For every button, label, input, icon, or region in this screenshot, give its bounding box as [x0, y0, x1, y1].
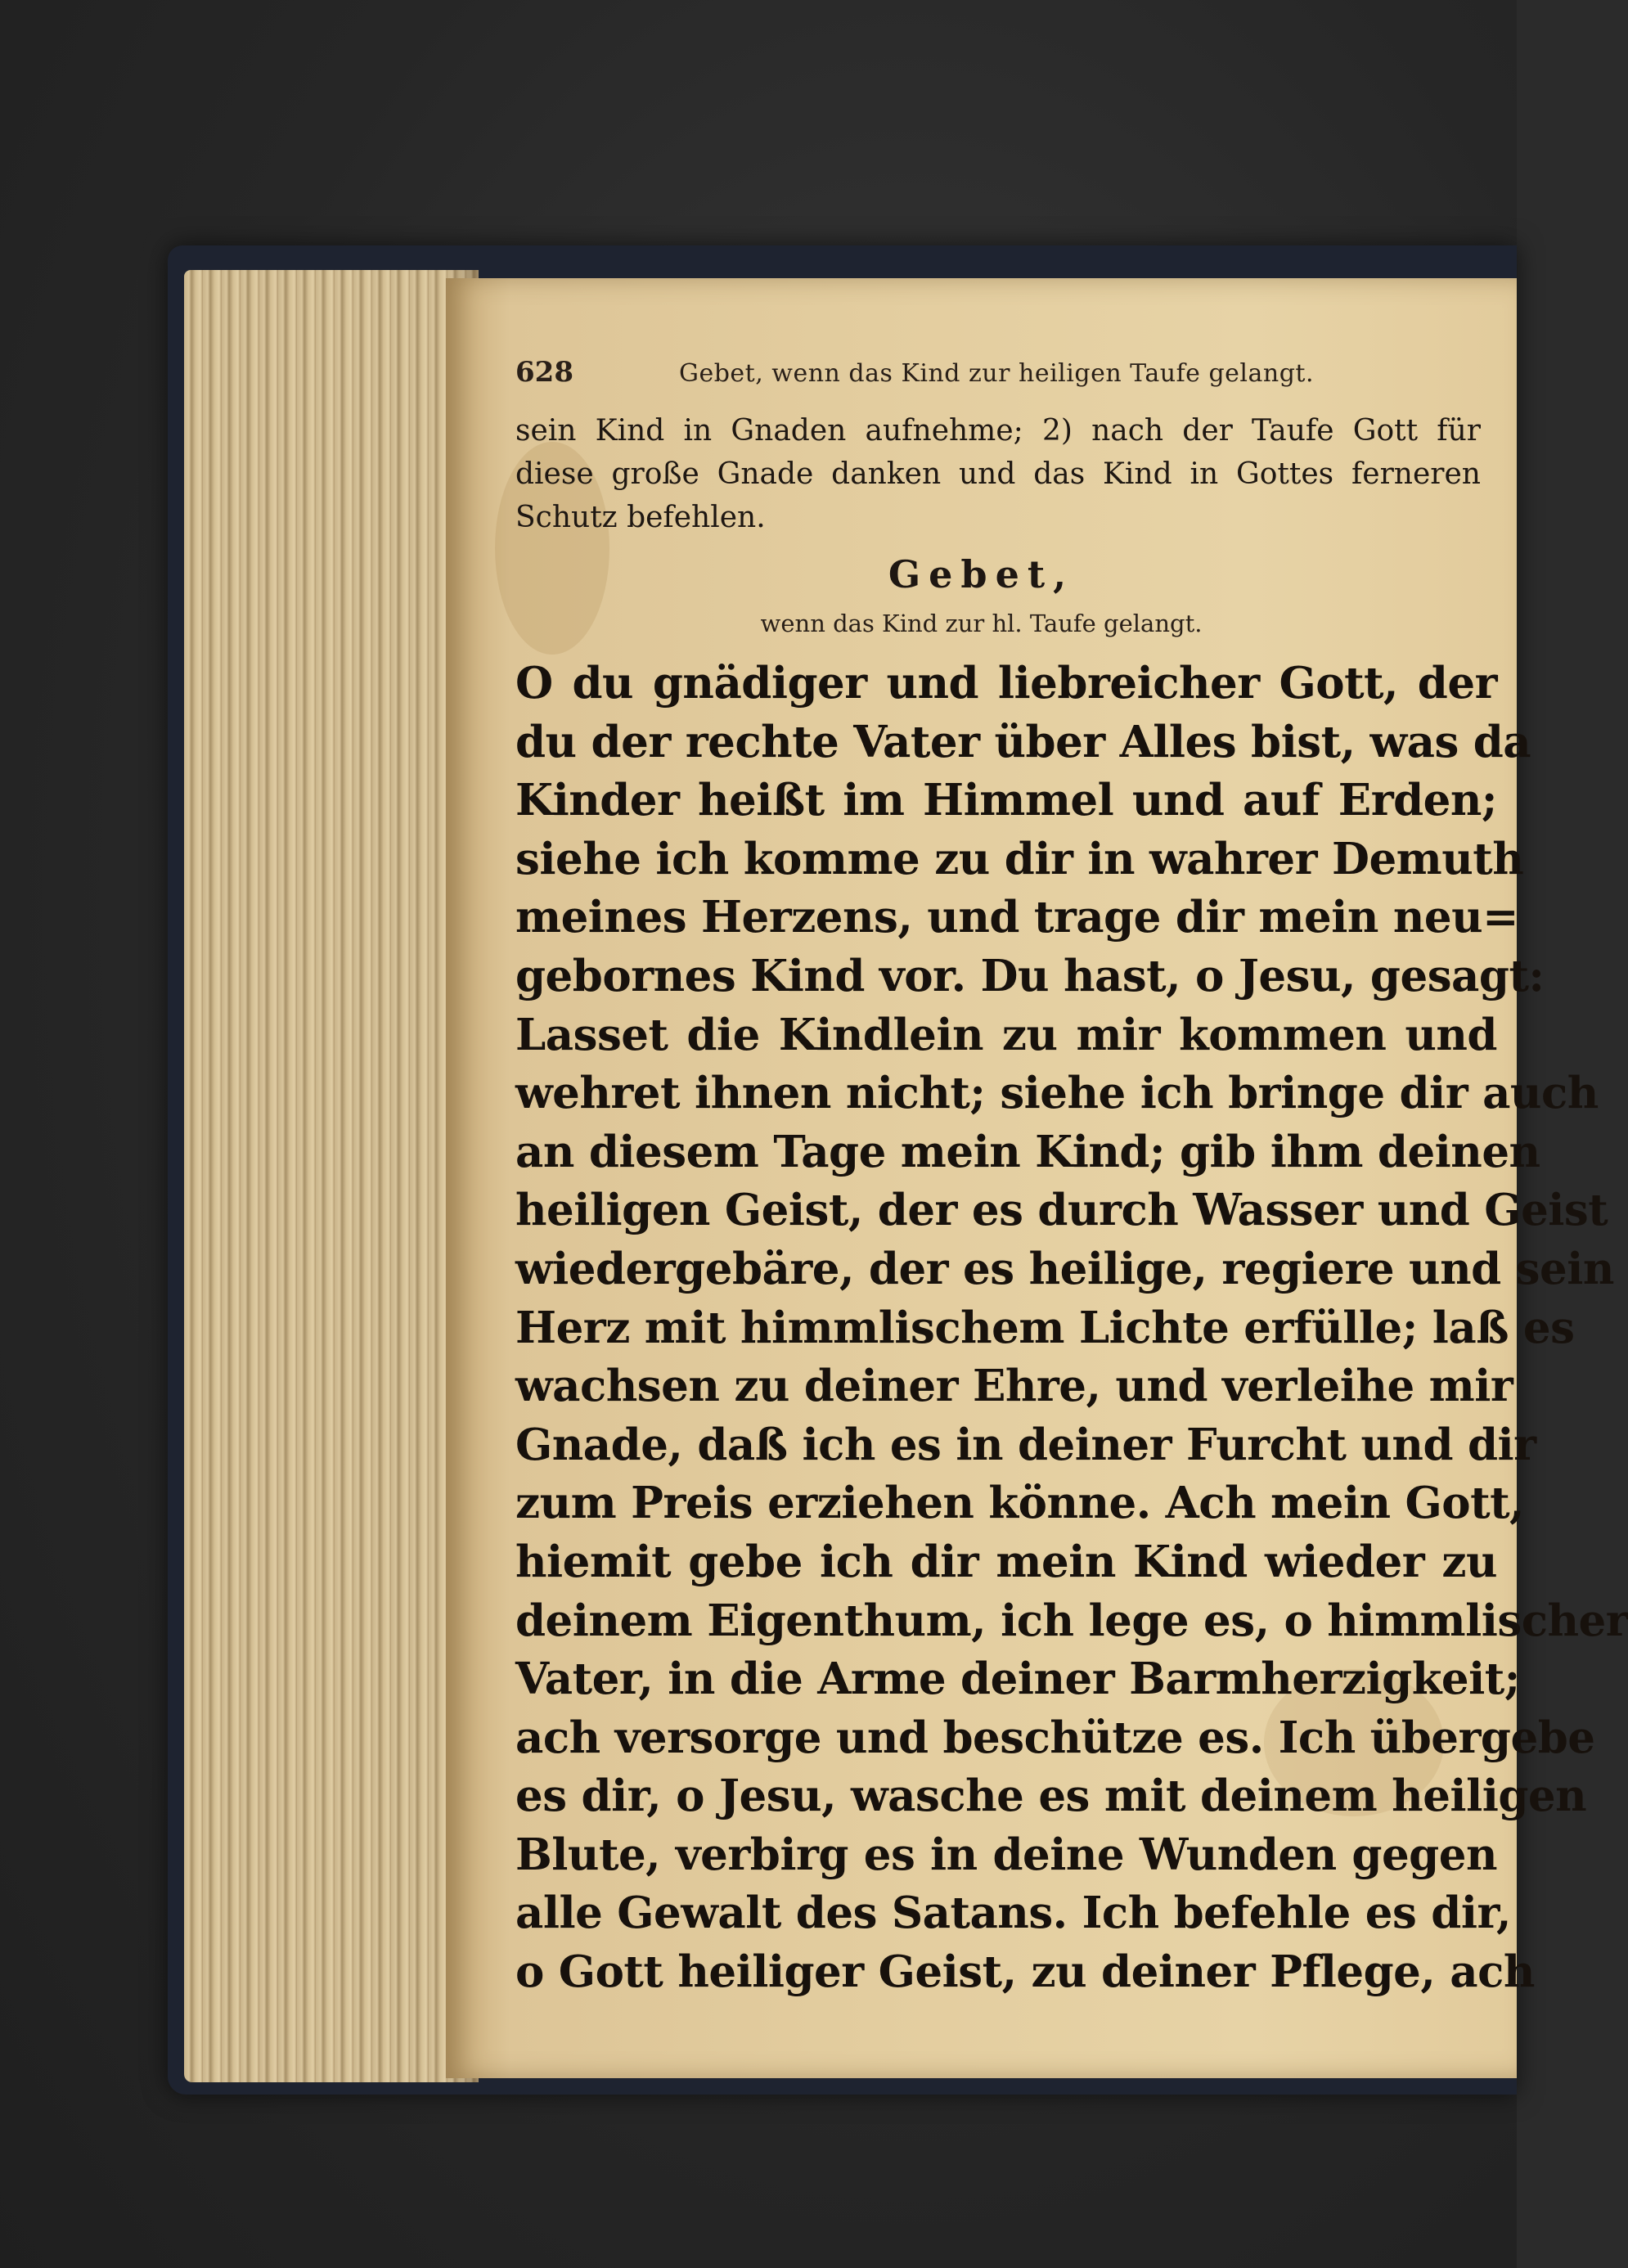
body-line: zum Preis erziehen könne. Ach mein Gott,	[515, 1478, 1525, 1529]
body-line: hiemit gebe ich dir mein Kind wieder zu	[515, 1536, 1497, 1587]
body-line: gebornes Kind vor. Du hast, o Jesu, gesagt:	[515, 950, 1545, 1001]
body-line: Gnade, daß ich es in deiner Furcht und dir	[515, 1419, 1536, 1470]
prayer-body	[515, 655, 1628, 2002]
body-line: alle Gewalt des Satans. Ich befehle es dir,	[515, 1888, 1511, 1939]
body-line: Herz mit himmlischem Lichte erfülle; laß es	[515, 1302, 1575, 1353]
body-line: Kinder heißt im Himmel und auf Erden;	[515, 775, 1497, 826]
body-line: meines Herzens, und trage dir mein neu=	[515, 892, 1519, 943]
page-edges	[184, 270, 479, 2082]
intro-line: diese große Gnade danken und das Kind in Gottes ferneren	[515, 457, 1481, 491]
body-line: Lasset die Kindlein zu mir kommen und	[515, 1009, 1497, 1060]
body-line: siehe ich komme zu dir in wahrer Demuth	[515, 833, 1524, 884]
page-number: 628	[515, 356, 573, 389]
prayer-title: Gebet,	[888, 552, 1075, 596]
body-line: heiligen Geist, der es durch Wasser und Geist	[515, 1185, 1608, 1236]
intro-paragraph	[515, 409, 1481, 539]
intro-line: sein Kind in Gnaden aufnehme; 2) nach der Taufe Gott für	[515, 414, 1481, 448]
body-line: es dir, o Jesu, wasche es mit deinem heiligen	[515, 1771, 1587, 1822]
body-line: o Gott heiliger Geist, zu deiner Pflege, ach	[515, 1946, 1535, 1998]
page-header	[515, 356, 1481, 397]
body-line: ach versorge und beschütze es. Ich übergebe	[515, 1712, 1595, 1763]
prayer-subtitle: wenn das Kind zur hl. Taufe gelangt.	[760, 610, 1203, 637]
intro-line: Schutz befehlen.	[515, 501, 766, 534]
body-line: wehret ihnen nicht; siehe ich bringe dir auch	[515, 1068, 1599, 1119]
body-line: Vater, in die Arme deiner Barmherzigkeit;	[515, 1654, 1520, 1705]
body-line: wiedergebäre, der es heilige, regiere und sein	[515, 1243, 1614, 1294]
body-line: deinem Eigenthum, ich lege es, o himmlischer	[515, 1595, 1628, 1646]
body-line: O du gnädiger und liebreicher Gott, der	[515, 658, 1497, 709]
running-head: Gebet, wenn das Kind zur heiligen Taufe gelangt.	[679, 359, 1315, 388]
body-line: Blute, verbirg es in deine Wunden gegen	[515, 1829, 1497, 1880]
body-line: du der rechte Vater über Alles bist, was da	[515, 716, 1531, 767]
body-line: wachsen zu deiner Ehre, und verleihe mir	[515, 1361, 1513, 1412]
book-page	[446, 278, 1628, 2078]
body-line: an diesem Tage mein Kind; gib ihm deinen	[515, 1126, 1540, 1177]
